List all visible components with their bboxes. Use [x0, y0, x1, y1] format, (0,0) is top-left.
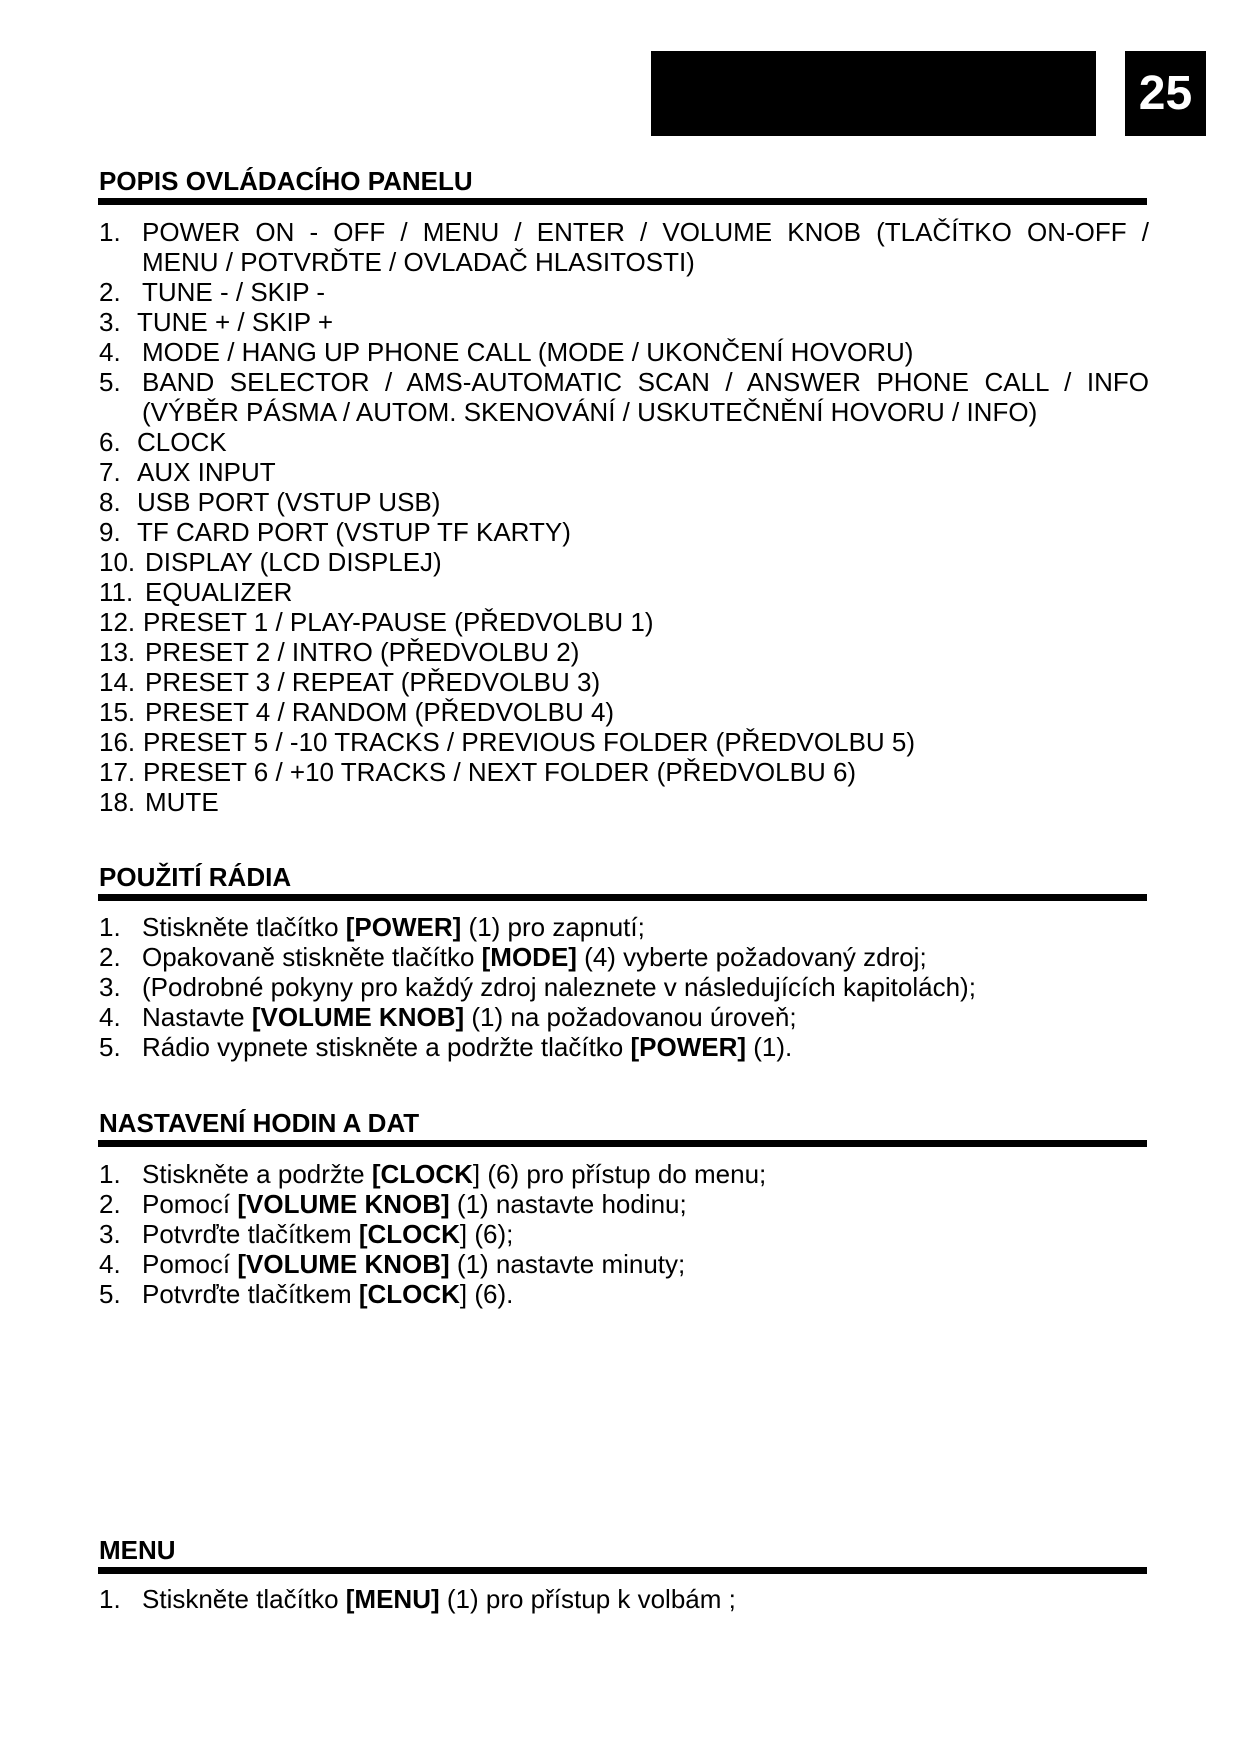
list-item: 14. PRESET 3 / REPEAT (PŘEDVOLBU 3): [99, 667, 601, 697]
list-item: 4. Pomocí [VOLUME KNOB] (1) nastavte minuty;: [99, 1249, 686, 1279]
page-number: 25: [1125, 51, 1206, 136]
list-item: 3. TUNE + / SKIP +: [99, 307, 334, 337]
list-item: 7. AUX INPUT: [99, 457, 276, 487]
list-item: 5. Potvrďte tlačítkem [CLOCK] (6).: [99, 1279, 514, 1309]
menu-list: [99, 1584, 1149, 1614]
list-item: 2. Pomocí [VOLUME KNOB] (1) nastavte hodinu;: [99, 1189, 687, 1219]
list-item: 10. DISPLAY (LCD DISPLEJ): [99, 547, 442, 577]
section-title-clock: NASTAVENÍ HODIN A DAT: [99, 1108, 420, 1138]
clock-list: [99, 1159, 1149, 1309]
list-item: 4. Nastavte [VOLUME KNOB] (1) na požadovanou úroveň;: [99, 1002, 797, 1032]
list-item: 1. Stiskněte a podržte [CLOCK] (6) pro přístup do menu;: [99, 1159, 767, 1189]
list-item: 3. (Podrobné pokyny pro každý zdroj naleznete v následujících kapitolách);: [99, 972, 976, 1002]
section-rule-clock: [98, 1140, 1147, 1147]
section-rule-panel: [98, 198, 1147, 205]
section-rule-menu: [98, 1567, 1147, 1574]
list-item: 17. PRESET 6 / +10 TRACKS / NEXT FOLDER (PŘEDVOLBU 6): [99, 757, 857, 787]
list-item: 15. PRESET 4 / RANDOM (PŘEDVOLBU 4): [99, 697, 615, 727]
list-item: 4. MODE / HANG UP PHONE CALL (MODE / UKONČENÍ HOVORU): [99, 337, 914, 367]
list-item: 18. MUTE: [99, 787, 219, 817]
section-title-radio: POUŽITÍ RÁDIA: [99, 862, 292, 892]
list-item: 5. BAND SELECTOR / AMS-AUTOMATIC SCAN / ANSWER PHONE CALL / INFO (VÝBĚR PÁSMA / AUTOM. SKENOVÁNÍ / USKUTEČNĚNÍ HOVORU / INFO): [99, 367, 1149, 427]
list-item: 16. PRESET 5 / -10 TRACKS / PREVIOUS FOLDER (PŘEDVOLBU 5): [99, 727, 916, 757]
panel-list: [99, 217, 1149, 817]
list-item: 1. Stiskněte tlačítko [MENU] (1) pro přístup k volbám ;: [99, 1584, 736, 1614]
radio-list: [99, 912, 1149, 1062]
list-item: 13. PRESET 2 / INTRO (PŘEDVOLBU 2): [99, 637, 580, 667]
section-title-panel: POPIS OVLÁDACÍHO PANELU: [99, 166, 473, 196]
list-item: 1. POWER ON - OFF / MENU / ENTER / VOLUME KNOB (TLAČÍTKO ON-OFF / MENU / POTVRĎTE / OVLADAČ HLASITOSTI): [99, 217, 1149, 277]
section-rule-radio: [98, 894, 1147, 901]
list-item: 5. Rádio vypnete stiskněte a podržte tlačítko [POWER] (1).: [99, 1032, 793, 1062]
list-item: 1. Stiskněte tlačítko [POWER] (1) pro zapnutí;: [99, 912, 645, 942]
list-item: 8. USB PORT (VSTUP USB): [99, 487, 441, 517]
list-item: 12. PRESET 1 / PLAY-PAUSE (PŘEDVOLBU 1): [99, 607, 654, 637]
list-item: 2. TUNE - / SKIP -: [99, 277, 325, 307]
list-item: 6. CLOCK: [99, 427, 227, 457]
list-item: 11. EQUALIZER: [99, 577, 293, 607]
list-item: 3. Potvrďte tlačítkem [CLOCK] (6);: [99, 1219, 514, 1249]
header-bar: [651, 51, 1096, 136]
section-title-menu: MENU: [99, 1535, 176, 1565]
list-item: 2. Opakovaně stiskněte tlačítko [MODE] (4) vyberte požadovaný zdroj;: [99, 942, 927, 972]
list-item: 9. TF CARD PORT (VSTUP TF KARTY): [99, 517, 571, 547]
